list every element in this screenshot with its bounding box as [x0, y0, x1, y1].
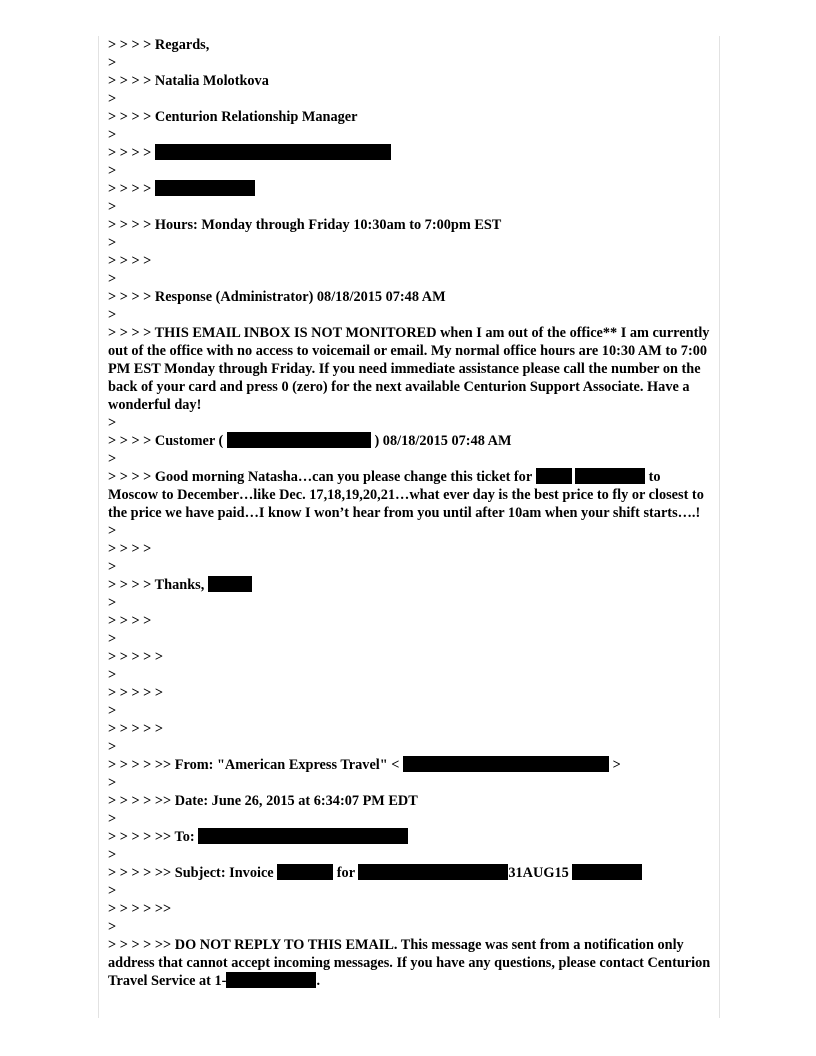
quote-line: > — [108, 91, 117, 107]
quote-line: > — [108, 631, 117, 647]
customer-message-rest: to Moscow to December…like Dec. 17,18,19,20,21…what ever day is the best price to fly or closest to the price we have paid…I know I won’t hear from you until after 10am when your shift starts….! — [108, 469, 704, 521]
quote-line: > — [108, 883, 117, 899]
quote-line: > — [108, 523, 117, 539]
quote-line: > > > > > — [108, 721, 164, 737]
quote-line: > — [108, 739, 117, 755]
quote-line: > — [108, 775, 117, 791]
quote-line: > — [108, 199, 117, 215]
quote-line: > > > > > — [108, 649, 164, 665]
subject-date: 31AUG15 — [508, 865, 569, 881]
redaction-block — [226, 972, 316, 988]
redaction-block — [198, 828, 408, 844]
subject-prefix: > > > > >> Subject: Invoice — [108, 865, 274, 881]
subject-line — [108, 864, 712, 882]
noreply-text: > > > > >> DO NOT REPLY TO THIS EMAIL. This message was sent from a notification only address that cannot accept incoming messages. If you have any questions, please contact Centurion Travel Service at 1- — [108, 937, 711, 989]
redaction-block — [277, 864, 333, 880]
quote-line: > — [108, 235, 117, 251]
redaction-block — [208, 576, 252, 592]
regards-line: > > > > Regards, — [108, 37, 210, 53]
hours-line: > > > > Hours: Monday through Friday 10:30am to 7:00pm EST — [108, 217, 502, 233]
customer-timestamp: ) 08/18/2015 07:48 AM — [374, 433, 512, 449]
quote-line: > — [108, 919, 117, 935]
quote-prefix: > > > > — [108, 181, 152, 197]
quote-line: > > > > > — [108, 685, 164, 701]
signature-contact-line — [108, 144, 712, 162]
customer-message-start: > > > > Good morning Natasha…can you please change this ticket for — [108, 469, 532, 485]
customer-header — [108, 432, 712, 450]
quote-line: > — [108, 271, 117, 287]
quote-prefix: > > > > — [108, 145, 152, 161]
quote-line: > — [108, 415, 117, 431]
customer-prefix: > > > > Customer ( — [108, 433, 224, 449]
quote-line: > — [108, 55, 117, 71]
quote-line: > — [108, 127, 117, 143]
redaction-block — [536, 468, 572, 484]
signature-phone-line — [108, 180, 712, 198]
redaction-block — [403, 756, 609, 772]
redaction-block — [155, 180, 255, 196]
quote-line: > — [108, 451, 117, 467]
redaction-block — [227, 432, 371, 448]
autoreply-paragraph: > > > > THIS EMAIL INBOX IS NOT MONITORED when I am out of the office** I am currently out of the office with no access to voicemail or email. My normal office hours are 10:30 AM to 7:00 PM EST Monday through Friday. If you need immediate assistance please call the number on the back of your card and press 0 (zero) for the next available Centurion Support Associate. Have a wonderful day! — [108, 325, 710, 413]
quote-line: > — [108, 811, 117, 827]
response-header: > > > > Response (Administrator) 08/18/2015 07:48 AM — [108, 289, 446, 305]
page-border-left — [98, 36, 99, 1018]
quote-line: > — [108, 307, 117, 323]
customer-message — [108, 468, 712, 522]
from-suffix: > — [612, 757, 621, 773]
subject-for: for — [336, 865, 355, 881]
from-line — [108, 756, 712, 774]
redaction-block — [358, 864, 508, 880]
thanks-line — [108, 576, 712, 594]
quote-line: > > > > >> — [108, 901, 172, 917]
quote-line: > — [108, 667, 117, 683]
quote-line: > — [108, 163, 117, 179]
page-border-right — [719, 36, 720, 1018]
quote-line: > — [108, 847, 117, 863]
quote-line: > > > > — [108, 253, 152, 269]
noreply-paragraph — [108, 936, 712, 990]
redaction-block — [575, 468, 645, 484]
to-line — [108, 828, 712, 846]
redaction-block — [155, 144, 391, 160]
date-line: > > > > >> Date: June 26, 2015 at 6:34:07 PM EDT — [108, 793, 418, 809]
signature-name: > > > > Natalia Molotkova — [108, 73, 269, 89]
quote-line: > > > > — [108, 541, 152, 557]
email-thread — [108, 36, 712, 990]
quote-line: > — [108, 559, 117, 575]
quote-line: > — [108, 595, 117, 611]
to-prefix: > > > > >> To: — [108, 829, 195, 845]
thanks-text: > > > > Thanks, — [108, 577, 205, 593]
quote-line: > > > > — [108, 613, 152, 629]
from-prefix: > > > > >> From: "American Express Travel" < — [108, 757, 400, 773]
signature-title: > > > > Centurion Relationship Manager — [108, 109, 358, 125]
quote-line: > — [108, 703, 117, 719]
redaction-block — [572, 864, 642, 880]
noreply-end: . — [316, 973, 321, 989]
